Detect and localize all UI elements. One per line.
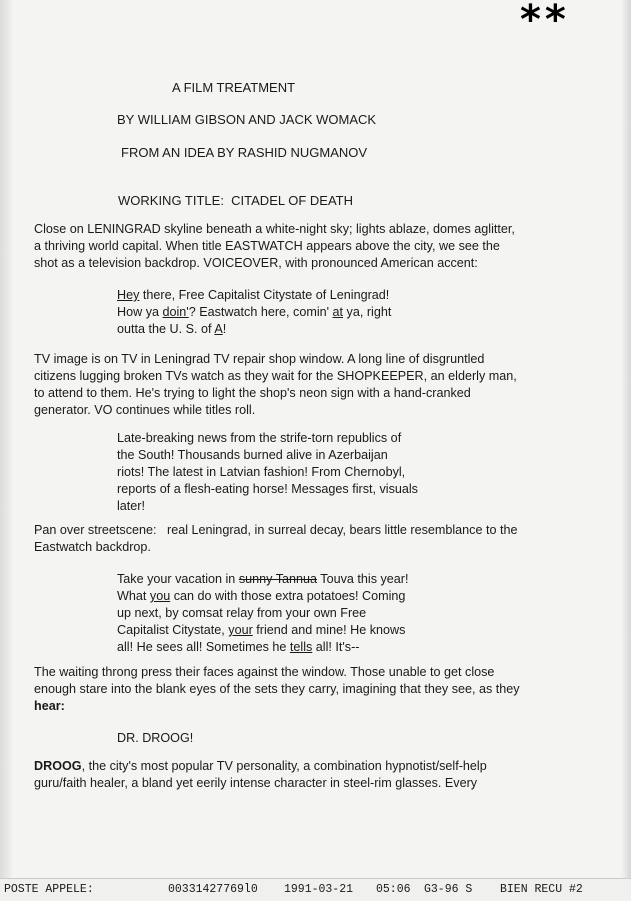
underlined-word: tells xyxy=(289,640,313,654)
fax-number: 00331427769l0 xyxy=(168,883,258,896)
working-title-line: WORKING TITLE: CITADEL OF DEATH xyxy=(118,193,353,208)
voiceover-quote-1 xyxy=(117,287,537,338)
struck-text: sunny Tannua xyxy=(238,572,318,586)
text-line: DR. DROOG! xyxy=(117,731,194,745)
asterisk-marks: ** xyxy=(520,0,570,43)
text-line: shot as a television backdrop. VOICEOVER, with pronounced American accent: xyxy=(34,256,478,270)
underlined-word: at xyxy=(332,305,344,319)
text-fragment: , the city's most popular TV personality, a combination hypnotist/self-help xyxy=(81,759,487,773)
text-fragment: Touva this year! xyxy=(317,572,409,586)
text-line: enough stare into the blank eyes of the sets they carry, imagining that they see, as they xyxy=(34,682,520,696)
voiceover-quote-4 xyxy=(117,730,537,747)
text-line: The waiting throng press their faces against the window. Those unable to get close xyxy=(34,665,495,679)
text-line: citizens lugging broken TVs watch as they wait for the SHOPKEEPER, an elderly man, xyxy=(34,369,517,383)
text-fragment: friend and mine! He knows xyxy=(252,623,406,637)
text-fragment: outta the U. S. of xyxy=(117,322,215,336)
text-line: the South! Thousands burned alive in Azerbaijan xyxy=(117,448,388,462)
fax-time: 05:06 xyxy=(376,883,411,896)
text-line: riots! The latest in Latvian fashion! From Chernobyl, xyxy=(117,465,406,479)
idea-credit-line: FROM AN IDEA BY RASHID NUGMANOV xyxy=(121,145,368,160)
text-line xyxy=(117,571,537,588)
fax-date: 1991-03-21 xyxy=(284,883,354,896)
underlined-word: A xyxy=(214,322,223,336)
text-fragment: How ya xyxy=(117,305,163,319)
text-line: Pan over streetscene: real Leningrad, in surreal decay, bears little resemblance to the xyxy=(34,523,518,537)
text-fragment: ! xyxy=(222,322,227,336)
underlined-word: your xyxy=(228,623,253,637)
text-line: to attend to them. He's trying to light the shop's neon sign with a hand-cranked xyxy=(34,386,471,400)
text-fragment: Take your vacation in xyxy=(117,572,239,586)
text-line: Late-breaking news from the strife-torn republics of xyxy=(117,431,402,445)
underlined-word: you xyxy=(149,589,171,603)
paragraph-repair-shop xyxy=(34,351,616,419)
text-fragment: there, Free Capitalist Citystate of Leningrad! xyxy=(139,288,390,302)
text-line: up next, by comsat relay from your own Free xyxy=(117,606,367,620)
text-line: guru/faith healer, a bland yet eerily intense character in steel-rim glasses. Every xyxy=(34,776,478,790)
text-fragment: all! He sees all! Sometimes he xyxy=(117,640,290,654)
document-title: A FILM TREATMENT xyxy=(172,80,296,95)
character-name: DROOG xyxy=(34,759,82,773)
paragraph-droog xyxy=(34,758,616,792)
text-fragment: What xyxy=(117,589,150,603)
text-line xyxy=(117,622,537,639)
text-line: generator. VO continues while titles roll. xyxy=(34,403,256,417)
fax-status: BIEN RECU #2 xyxy=(500,883,583,896)
text-line xyxy=(117,639,537,656)
voiceover-quote-2 xyxy=(117,430,537,515)
text-fragment: can do with those extra potatoes! Coming xyxy=(170,589,406,603)
voiceover-quote-3 xyxy=(117,571,537,656)
paragraph-streetscene xyxy=(34,522,616,556)
text-line xyxy=(117,588,537,605)
text-fragment: ? Eastwatch here, comin' xyxy=(188,305,333,319)
text-fragment: all! It's-- xyxy=(312,640,360,654)
text-line: TV image is on TV in Leningrad TV repair shop window. A long line of disgruntled xyxy=(34,352,485,366)
text-line xyxy=(34,758,616,775)
paragraph-waiting-throng xyxy=(34,664,616,715)
underlined-word: doin' xyxy=(162,305,189,319)
fax-transmission-footer xyxy=(0,878,631,901)
text-line xyxy=(117,287,537,304)
underlined-word: Hey xyxy=(117,288,140,302)
text-line xyxy=(117,304,537,321)
text-line: Close on LENINGRAD skyline beneath a white-night sky; lights ablaze, domes aglitter, xyxy=(34,222,515,236)
text-line: reports of a flesh-eating horse! Messages first, visuals xyxy=(117,482,418,496)
fax-poste-label: POSTE APPELE: xyxy=(4,883,94,896)
fax-code: G3-96 S xyxy=(424,883,473,896)
paragraph-opening xyxy=(34,221,616,272)
text-line xyxy=(117,321,537,338)
text-line: later! xyxy=(117,499,145,513)
text-line: a thriving world capital. When title EASTWATCH appears above the city, we see the xyxy=(34,239,500,253)
author-line: BY WILLIAM GIBSON AND JACK WOMACK xyxy=(117,112,377,127)
text-line: Eastwatch backdrop. xyxy=(34,540,151,554)
text-line: hear: xyxy=(34,699,65,713)
text-fragment: ya, right xyxy=(343,305,392,319)
text-fragment: Capitalist Citystate, xyxy=(117,623,229,637)
